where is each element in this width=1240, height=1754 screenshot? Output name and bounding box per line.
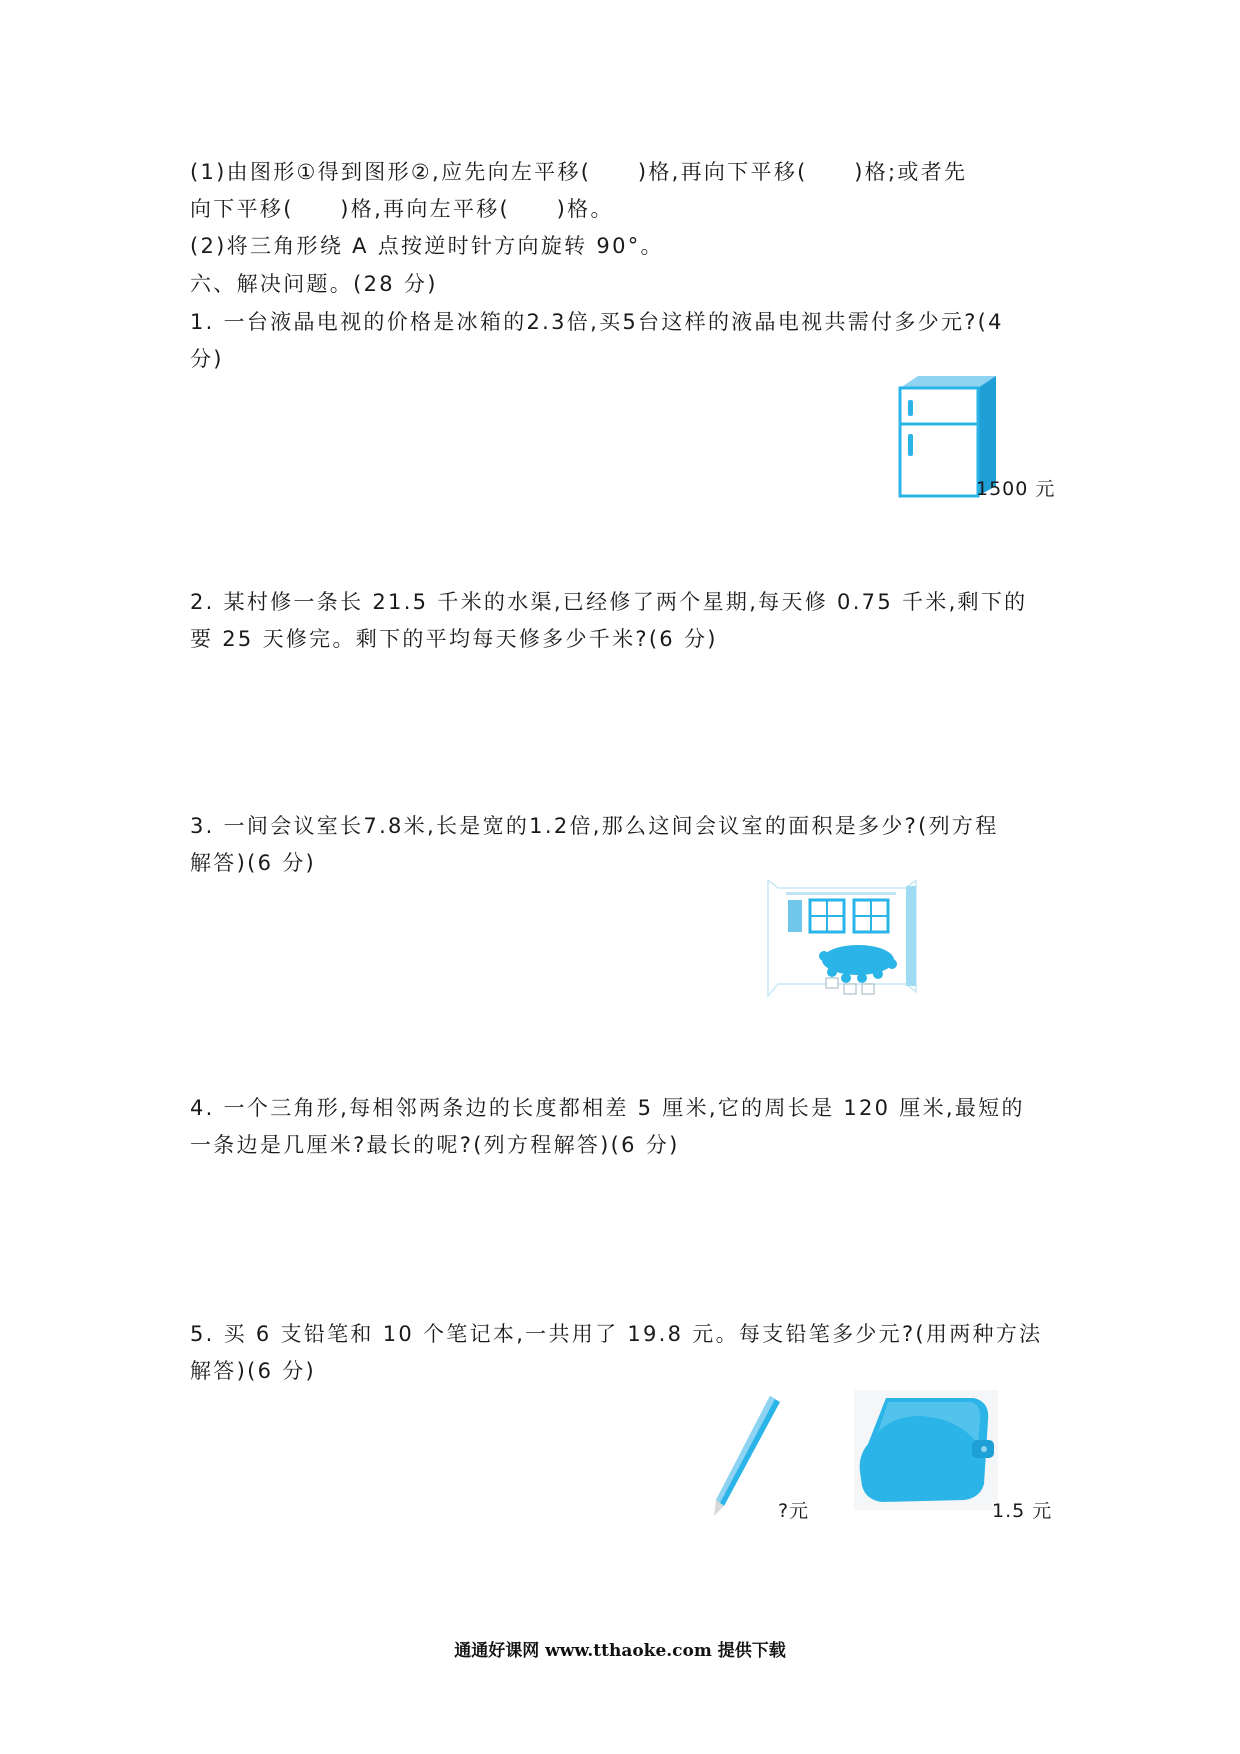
pencil-price: ?元 xyxy=(778,1500,810,1522)
q1-line-2: 向下平移( )格,再向左平移( )格。 xyxy=(190,197,614,221)
section-heading: 六、解决问题。(28 分) xyxy=(190,272,438,296)
pencil-icon xyxy=(710,1394,786,1518)
problem-5-line-1: 5. 买 6 支铅笔和 10 个笔记本,一共用了 19.8 元。每支铅笔多少元?(用两种方法 xyxy=(190,1322,1043,1346)
footer-watermark: 通通好课网 www.tthaoke.com 提供下载 xyxy=(454,1641,786,1661)
refrigerator-price: 1500 元 xyxy=(976,478,1056,500)
problem-3-line-1: 3. 一间会议室长7.8米,长是宽的1.2倍,那么这间会议室的面积是多少?(列方程 xyxy=(190,814,999,838)
problem-2-line-2: 要 25 天修完。剩下的平均每天修多少千米?(6 分) xyxy=(190,627,718,651)
problem-1-line-1: 1. 一台液晶电视的价格是冰箱的2.3倍,买5台这样的液晶电视共需付多少元?(4 xyxy=(190,310,1004,334)
problem-4-line-2: 一条边是几厘米?最长的呢?(列方程解答)(6 分) xyxy=(190,1133,680,1157)
notebook-icon xyxy=(854,1390,998,1510)
notebook-price: 1.5 元 xyxy=(992,1500,1053,1522)
problem-3-line-2: 解答)(6 分) xyxy=(190,851,317,875)
problem-2-line-1: 2. 某村修一条长 21.5 千米的水渠,已经修了两个星期,每天修 0.75 千米,剩下的 xyxy=(190,590,1028,614)
problem-1-line-2: 分) xyxy=(190,347,224,371)
problem-5-line-2: 解答)(6 分) xyxy=(190,1359,317,1383)
meeting-room-icon xyxy=(762,880,922,1000)
q1-line-1: (1)由图形①得到图形②,应先向左平移( )格,再向下平移( )格;或者先 xyxy=(190,160,968,184)
problem-4-line-1: 4. 一个三角形,每相邻两条边的长度都相差 5 厘米,它的周长是 120 厘米,最短的 xyxy=(190,1096,1025,1120)
q2-line: (2)将三角形绕 A 点按逆时针方向旋转 90°。 xyxy=(190,234,664,258)
